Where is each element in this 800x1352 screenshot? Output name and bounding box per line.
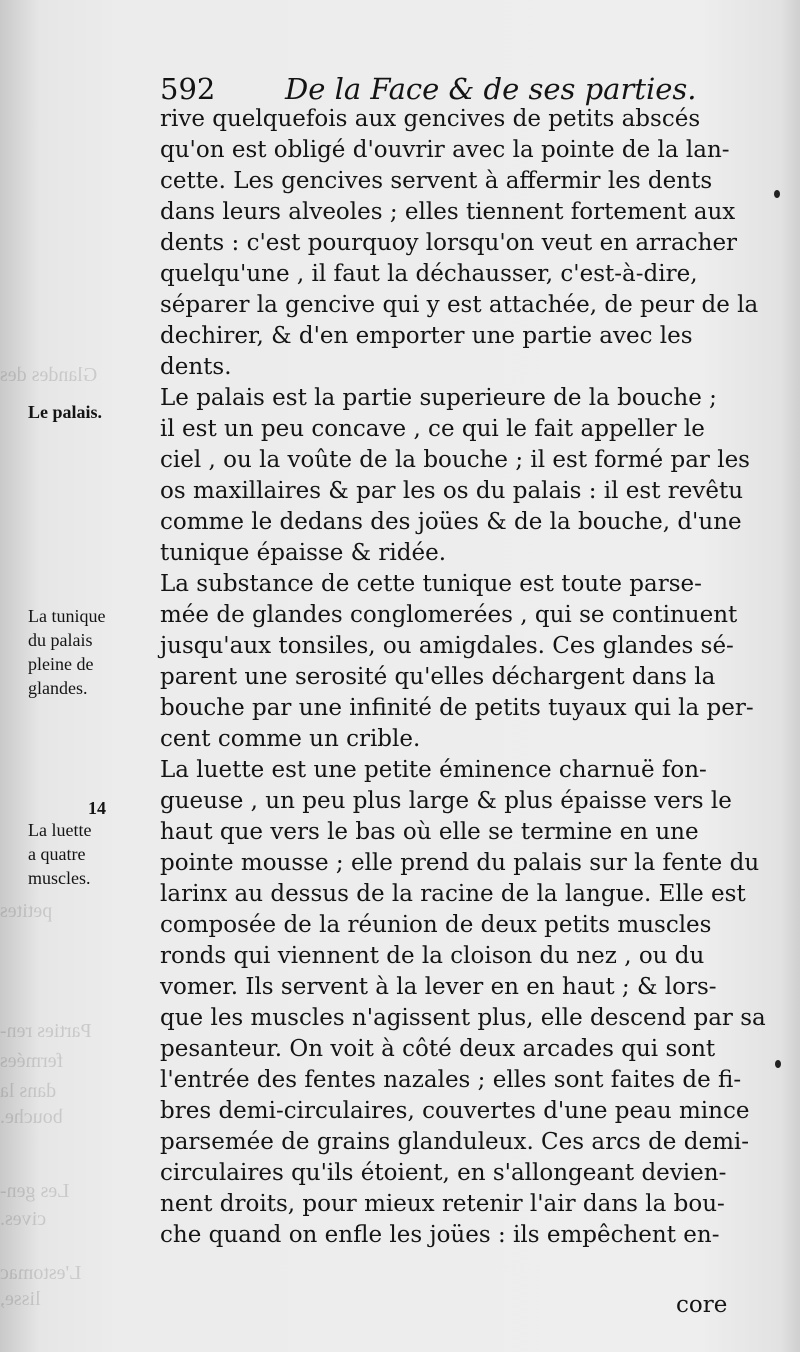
margin-note-line: a quatre (28, 844, 86, 864)
text-line: composée de la réunion de deux petits muscles (160, 912, 712, 938)
show-through-text: Les gen- (0, 1180, 70, 1202)
text-line: qu'on est obligé d'ouvrir avec la pointe de la lan- (160, 137, 730, 163)
show-through-text: dans la (0, 1080, 57, 1102)
text-line: jusqu'aux tonsiles, ou amigdales. Ces glandes sé- (160, 633, 734, 659)
text-line: dents. (160, 354, 232, 380)
text-line: cette. Les gencives servent à affermir les dents (160, 168, 713, 194)
text-line: dents : c'est pourquoy lorsqu'on veut en arracher (160, 230, 738, 256)
text-line: gueuse , un peu plus large & plus épaisse vers le (160, 788, 732, 814)
text-line: quelqu'une , il faut la déchausser, c'est-à-dire, (160, 261, 698, 287)
text-line: dechirer, & d'en emporter une partie avec les (160, 323, 693, 349)
text-line: cent comme un crible. (160, 726, 421, 752)
main-text (160, 104, 766, 1313)
margin-note-tunique (28, 604, 156, 700)
text-line: bres demi-circulaires, couvertes d'une peau mince (160, 1098, 750, 1124)
text-line: os maxillaires & par les os du palais : il est revêtu (160, 478, 744, 504)
text-line: vomer. Ils servent à la lever en en haut ; & lors- (160, 974, 717, 1000)
text-line: La substance de cette tunique est toute parse- (160, 571, 702, 597)
show-through-text: cives. (0, 1208, 47, 1230)
margin-note-line: La tunique (28, 606, 106, 626)
text-line: nent droits, pour mieux retenir l'air dans la bou- (160, 1191, 725, 1217)
ink-spot (775, 1060, 781, 1068)
catchword: core (676, 1292, 728, 1318)
margin-note-line: du palais (28, 630, 93, 650)
text-line: rive quelquefois aux gencives de petits abscés (160, 106, 701, 132)
text-line: séparer la gencive qui y est attachée, de peur de la (160, 292, 759, 318)
text-line: mée de glandes conglomerées , qui se continuent (160, 602, 738, 628)
ink-spot (774, 190, 780, 198)
text-line: circulaires qu'ils étoient, en s'allongeant devien- (160, 1160, 727, 1186)
text-line: parsemée de grains glanduleux. Ces arcs de demi- (160, 1129, 750, 1155)
text-line: haut que vers le bas où elle se termine en une (160, 819, 699, 845)
text-line: ciel , ou la voûte de la bouche ; il est formé par les (160, 447, 750, 473)
margin-note-luette (28, 818, 156, 890)
text-line: parent une serosité qu'elles déchargent dans la (160, 664, 716, 690)
margin-note-line: muscles. (28, 868, 91, 888)
text-line: larinx au dessus de la racine de la langue. Elle est (160, 881, 746, 907)
text-line: bouche par une infinité de petits tuyaux qui la per- (160, 695, 754, 721)
margin-section-number: 14 (88, 798, 106, 818)
page-number: 592 (160, 72, 216, 106)
show-through-text: lisse, (0, 1288, 41, 1310)
margin-note-line: La luette (28, 820, 92, 840)
margin-note-palais (28, 400, 156, 424)
show-through-text: petites (0, 900, 53, 922)
text-line: l'entrée des fentes nazales ; elles sont faites de fi- (160, 1067, 742, 1093)
text-line (160, 1282, 730, 1313)
margin-note-line: Le palais. (28, 402, 103, 422)
text-line: pointe mousse ; elle prend du palais sur la fente du (160, 850, 760, 876)
text-line (160, 1251, 730, 1282)
show-through-text: L'estomac (0, 1262, 82, 1284)
margin-note-line: pleine de (28, 654, 94, 674)
text-line: il est un peu concave , ce qui le fait appeller le (160, 416, 705, 442)
running-title: De la Face & de ses parties. (285, 72, 697, 106)
text-line: tunique épaisse & ridée. (160, 540, 447, 566)
show-through-text: Parties ren- (0, 1020, 92, 1042)
text-line: dans leurs alveoles ; elles tiennent fortement aux (160, 199, 736, 225)
text-line: pesanteur. On voit à côté deux arcades qui sont (160, 1036, 716, 1062)
text-line: ronds qui viennent de la cloison du nez , ou du (160, 943, 705, 969)
show-through-text: fermées (0, 1050, 64, 1072)
text-line: que les muscles n'agissent plus, elle descend par sa (160, 1005, 766, 1031)
text-line: comme le dedans des joües & de la bouche, d'une (160, 509, 742, 535)
text-line: che quand on enfle les joües : ils empêchent en- (160, 1222, 720, 1248)
text-line: Le palais est la partie superieure de la bouche ; (160, 385, 717, 411)
text-line: La luette est une petite éminence charnuë fon- (160, 757, 707, 783)
show-through-text: Glandes des (0, 364, 98, 386)
show-through-text: bouche. (0, 1106, 63, 1128)
margin-note-line: glandes. (28, 678, 88, 698)
